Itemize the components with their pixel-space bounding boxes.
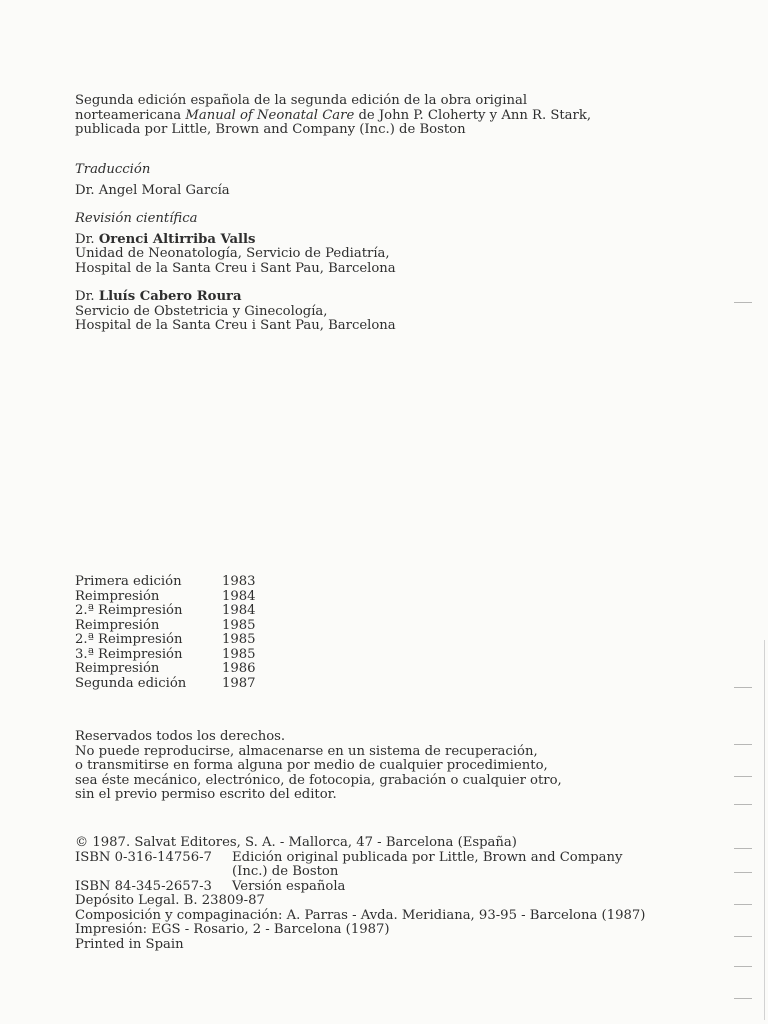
impresion: Impresión: EGS - Rosario, 2 - Barcelona (1987) xyxy=(75,922,390,937)
scientific-revision-section xyxy=(75,212,396,276)
copyright-notice: © 1987. Salvat Editores, S. A. - Mallorca, 47 - Barcelona (España) xyxy=(75,835,517,850)
reviewer-1-unit: Unidad de Neonatología, Servicio de Pediatría, xyxy=(75,246,390,261)
reviewer-1-name-line xyxy=(75,233,396,248)
intro-line-2 xyxy=(75,109,591,124)
scan-edge-mark xyxy=(734,998,752,999)
translator-name: Dr. Angel Moral García xyxy=(75,182,230,198)
intro-line-1: Segunda edición española de la segunda edición de la obra original xyxy=(75,93,528,108)
edition-label: Reimpresión xyxy=(75,617,160,633)
reviewer-2-unit: Servicio de Obstetricia y Ginecología, xyxy=(75,303,328,319)
edition-year: 1985 xyxy=(222,646,256,662)
rights-line-3: o transmitirse en forma alguna por medio de cualquier procedimiento, xyxy=(75,758,548,773)
intro-line-2-pre: norteamericana xyxy=(75,107,186,123)
edition-label: Primera edición xyxy=(75,574,182,589)
edition-label: 2.ª Reimpresión xyxy=(75,632,183,647)
reviewer-2-block xyxy=(75,290,396,334)
isbn-spanish-number: ISBN 84-345-2657-3 xyxy=(75,878,212,894)
edition-label: 2.ª Reimpresión xyxy=(75,603,183,618)
reviewer-2-hospital: Hospital de la Santa Creu i Sant Pau, Barcelona xyxy=(75,318,396,333)
edition-label: Segunda edición xyxy=(75,675,187,691)
edition-row xyxy=(75,619,256,634)
deposito-legal: Depósito Legal. B. 23809-87 xyxy=(75,893,265,908)
edition-row xyxy=(75,575,256,590)
edition-label: 3.ª Reimpresión xyxy=(75,646,183,662)
rights-line-2: No puede reproducirse, almacenarse en un sistema de recuperación, xyxy=(75,743,538,759)
scan-edge-mark xyxy=(734,904,752,905)
intro-line-3: publicada por Little, Brown and Company (Inc.) de Boston xyxy=(75,122,466,137)
scan-edge-mark xyxy=(734,966,752,967)
rights-notice xyxy=(75,730,562,803)
edition-intro xyxy=(75,94,591,138)
reviewer-1-name: Orenci Altirriba Valls xyxy=(98,231,256,247)
scan-edge-mark xyxy=(734,872,752,873)
scan-edge-line xyxy=(764,640,765,1020)
edition-row xyxy=(75,677,256,692)
reviewer-1-hospital: Hospital de la Santa Creu i Sant Pau, Barcelona xyxy=(75,260,396,276)
translation-section xyxy=(75,163,230,198)
edition-year: 1984 xyxy=(222,603,256,618)
reviewer-2-prefix: Dr. xyxy=(75,289,99,304)
edition-year: 1983 xyxy=(222,574,256,589)
reviewer-1-prefix: Dr. xyxy=(75,231,99,247)
edition-year: 1984 xyxy=(222,588,256,604)
isbn-original-desc-cont: (Inc.) de Boston xyxy=(232,864,339,879)
scan-edge-mark xyxy=(734,936,752,937)
rights-line-5: sin el previo permiso escrito del editor. xyxy=(75,787,337,802)
isbn-spanish-desc: Versión española xyxy=(232,878,346,894)
reviewer-2-name-line xyxy=(75,290,396,305)
edition-year: 1987 xyxy=(222,675,256,691)
isbn-original-number: ISBN 0-316-14756-7 xyxy=(75,849,212,865)
copyright-block xyxy=(75,836,645,952)
rights-line-1: Reservados todos los derechos. xyxy=(75,729,286,744)
intro-line-2-post: de John P. Cloherty y Ann R. Stark, xyxy=(354,107,592,123)
scan-edge-mark xyxy=(734,776,752,777)
edition-label: Reimpresión xyxy=(75,661,160,676)
scan-edge-mark xyxy=(734,302,752,303)
edition-year: 1986 xyxy=(222,661,256,676)
edition-row xyxy=(75,662,256,677)
edition-row xyxy=(75,590,256,605)
scan-edge-mark xyxy=(734,687,752,688)
edition-row xyxy=(75,648,256,663)
rights-line-4: sea éste mecánico, electrónico, de fotocopia, grabación o cualquier otro, xyxy=(75,772,562,788)
edition-label: Reimpresión xyxy=(75,588,160,604)
original-book-title: Manual of Neonatal Care xyxy=(185,107,355,123)
isbn-original xyxy=(75,851,645,866)
scan-edge-mark xyxy=(734,804,752,805)
edition-year: 1985 xyxy=(222,632,256,647)
edition-year: 1985 xyxy=(222,617,256,633)
printed-in: Printed in Spain xyxy=(75,936,184,952)
scan-edge-mark xyxy=(734,744,752,745)
translation-heading: Traducción xyxy=(75,162,151,177)
isbn-original-desc: Edición original publicada por Little, Brown and Company xyxy=(232,849,623,865)
isbn-spanish xyxy=(75,880,645,895)
edition-history xyxy=(75,575,256,691)
edition-row xyxy=(75,604,256,619)
scan-edge-mark xyxy=(734,848,752,849)
edition-row xyxy=(75,633,256,648)
revision-heading: Revisión científica xyxy=(75,211,198,226)
reviewer-2-name: Lluís Cabero Roura xyxy=(98,289,242,304)
composicion: Composición y compaginación: A. Parras - Avda. Meridiana, 93-95 - Barcelona (1987) xyxy=(75,907,646,923)
